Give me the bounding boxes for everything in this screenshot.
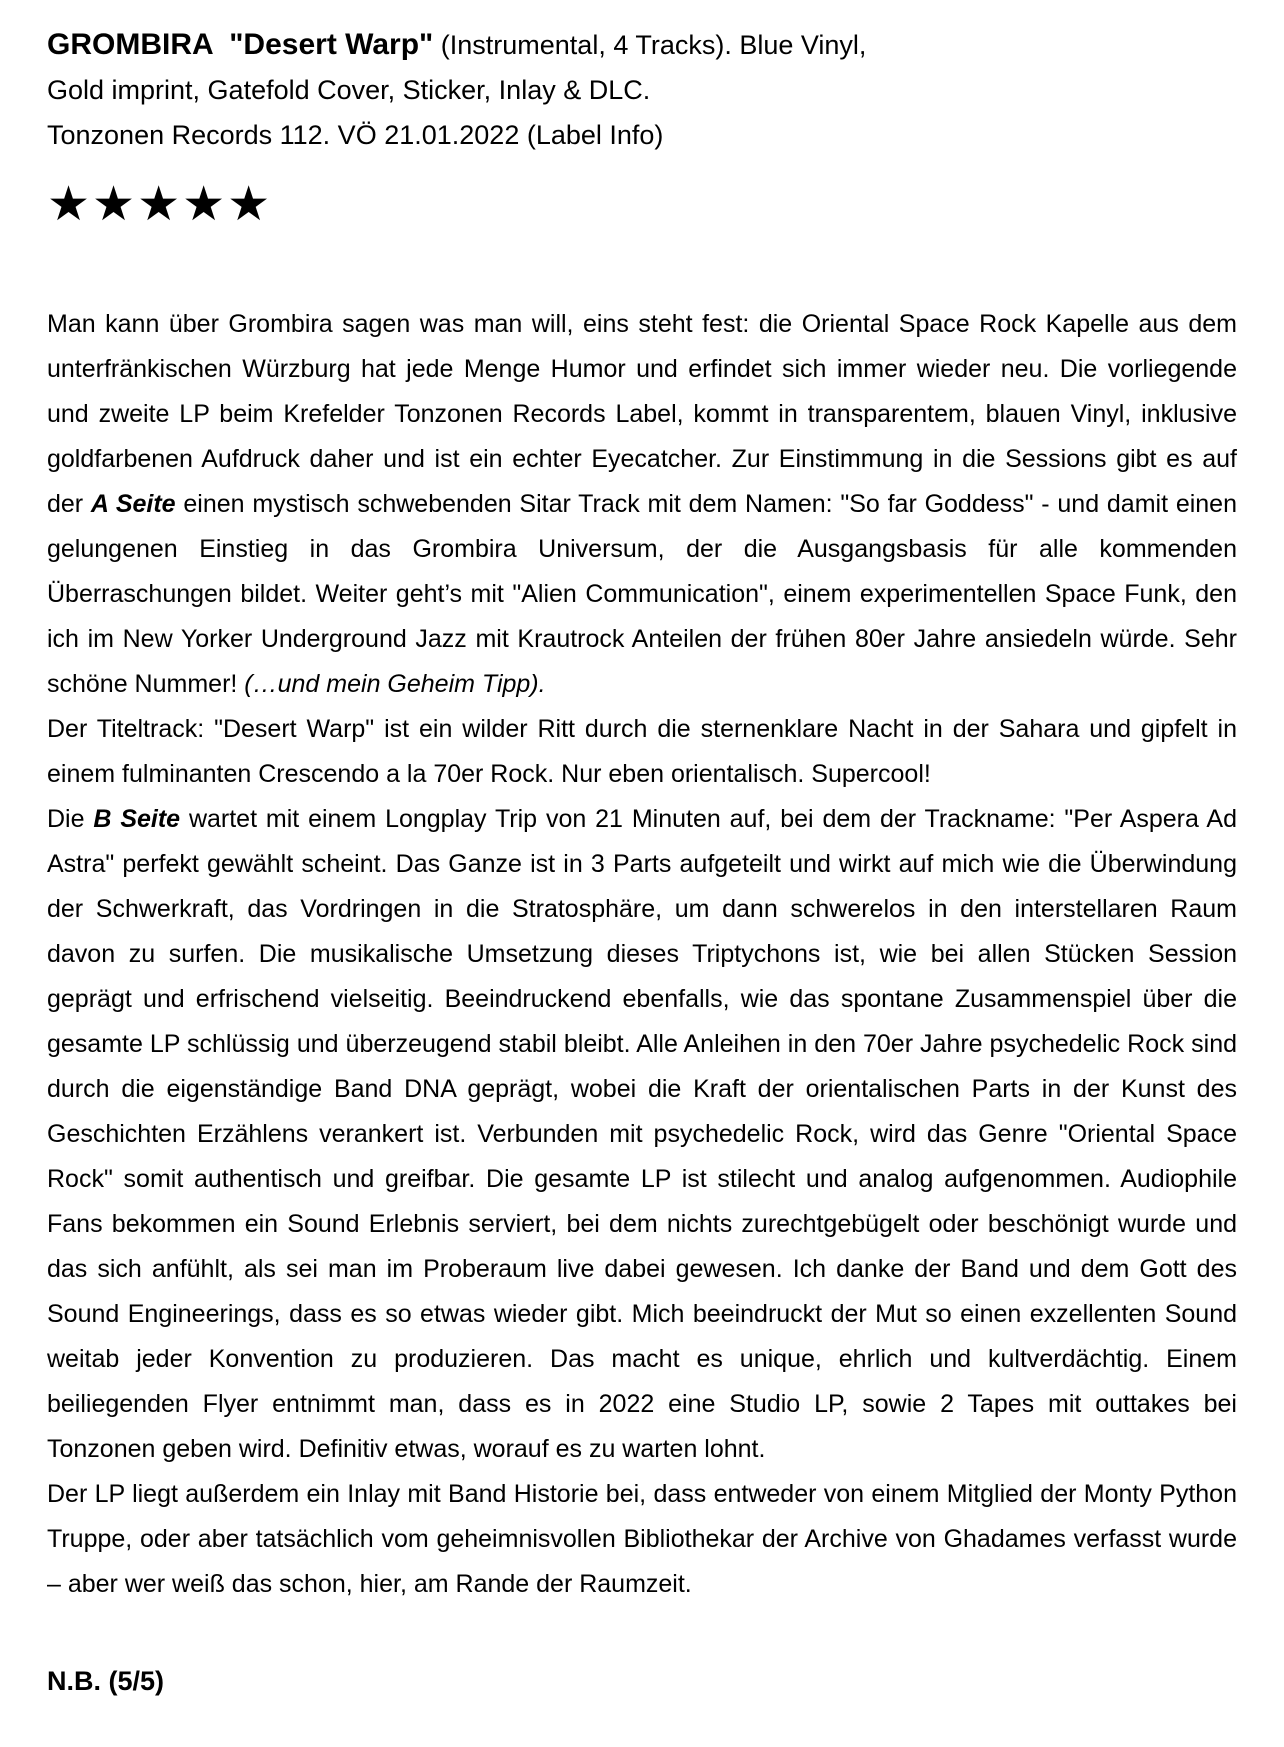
star-icon: ★ xyxy=(227,178,273,231)
review-paragraph xyxy=(47,302,1237,707)
album-subtitle: (Instrumental, 4 Tracks). Blue Vinyl, xyxy=(433,30,867,60)
header-packaging-line: Gold imprint, Gatefold Cover, Sticker, Inlay & DLC. xyxy=(47,75,651,105)
review-paragraph xyxy=(47,707,1237,797)
text-run: Man kann über Grombira sagen was man will, eins steht fest: die Oriental Space Rock Kapelle aus dem unterfränkischen Würzburg hat jede Menge Humor und erfindet sich immer wieder neu. Die vorliegende und zweite LP beim Krefelder Tonzonen Records Label, kommt in transparentem, blauen Vinyl, inklusive goldfarbenen Aufdruck daher und ist ein echter Eyecatcher. Zur Einstimmung in die Sessions gibt es auf der xyxy=(47,310,1237,518)
text-run: Die xyxy=(47,805,94,833)
text-run: einen mystisch schwebenden Sitar Track mit dem Namen: "So far Goddess" - und damit einen gelungenen Einstieg in das Grombira Universum, der die Ausgangsbasis für alle kommenden Überraschungen bildet. Weiter geht’s mit "Alien Communication", einem experimentellen Space Funk, den ich im New Yorker Underground Jazz mit Krautrock Anteilen der frühen 80er Jahre ansiedeln würde. Sehr schöne Nummer! xyxy=(47,490,1237,698)
text-run: wartet mit einem Longplay Trip von 21 Minuten auf, bei dem der Trackname: "Per Aspera Ad Astra" perfekt gewählt scheint. Das Ganze ist in 3 Parts aufgeteilt und wirkt auf mich wie die Überwindung der Schwerkraft, das Vordringen in die Stratosphäre, um dann schwerelos in den interstellaren Raum davon zu surfen. Die musikalische Umsetzung dieses Triptychons ist, wie bei allen Stücken Session geprägt und erfrischend vielseitig. Beeindruckend ebenfalls, wie das spontane Zusammenspiel über die gesamte LP schlüssig und überzeugend stabil bleibt. Alle Anleihen in den 70er Jahre psychedelic Rock sind durch die eigenständige Band DNA geprägt, wobei die Kraft der orientalischen Parts in der Kunst des Geschichten Erzählens verankert ist. Verbunden mit psychedelic Rock, wird das Genre "Oriental Space Rock" somit authentisch und greifbar. Die gesamte LP ist stilecht und analog aufgenommen. Audiophile Fans bekommen ein Sound Erlebnis serviert, bei dem nichts zurechtgebügelt oder beschönigt wurde und das sich anfühlt, als sei man im Proberaum live dabei gewesen. Ich danke der Band und dem Gott des Sound Engineerings, dass es so etwas wieder gibt. Mich beeindruckt der Mut so einen exzellenten Sound weitab jeder Konvention zu produzieren. Das macht es unique, ehrlich und kultverdächtig. Einem beiliegenden Flyer entnimmt man, dass es in 2022 eine Studio LP, sowie 2 Tapes mit outtakes bei Tonzonen geben wird. Definitiv etwas, worauf es zu warten lohnt. xyxy=(47,805,1237,1463)
text-run: Der LP liegt außerdem ein Inlay mit Band Historie bei, dass entweder von einem Mitglied der Monty Python Truppe, oder aber tatsächlich vom geheimnisvollen Bibliothekar der Archive von Ghadames verfasst wurde – aber wer weiß das schon, hier, am Rande der Raumzeit. xyxy=(47,1480,1237,1598)
reviewer-score: N.B. (5/5) xyxy=(47,1666,165,1696)
header-label-line: Tonzonen Records 112. VÖ 21.01.2022 (Label Info) xyxy=(47,120,664,150)
album-title: GROMBIRA "Desert Warp" xyxy=(47,28,434,61)
document-header xyxy=(47,22,1237,158)
star-icon: ★ xyxy=(137,178,183,231)
text-run: Der Titeltrack: "Desert Warp" ist ein wilder Ritt durch die sternenklare Nacht in der Sahara und gipfelt in einem fulminanten Crescendo a la 70er Rock. Nur eben orientalisch. Supercool! xyxy=(47,715,1237,788)
star-icon: ★ xyxy=(92,178,138,231)
review-paragraph xyxy=(47,797,1237,1472)
star-rating xyxy=(47,180,1237,230)
review-body xyxy=(47,302,1237,1607)
star-icon: ★ xyxy=(47,178,93,231)
text-run: A Seite xyxy=(90,490,176,518)
text-run: B Seite xyxy=(93,805,181,833)
text-run: (…und mein Geheim Tipp). xyxy=(244,670,546,698)
star-icon: ★ xyxy=(182,178,228,231)
review-paragraph xyxy=(47,1472,1237,1607)
